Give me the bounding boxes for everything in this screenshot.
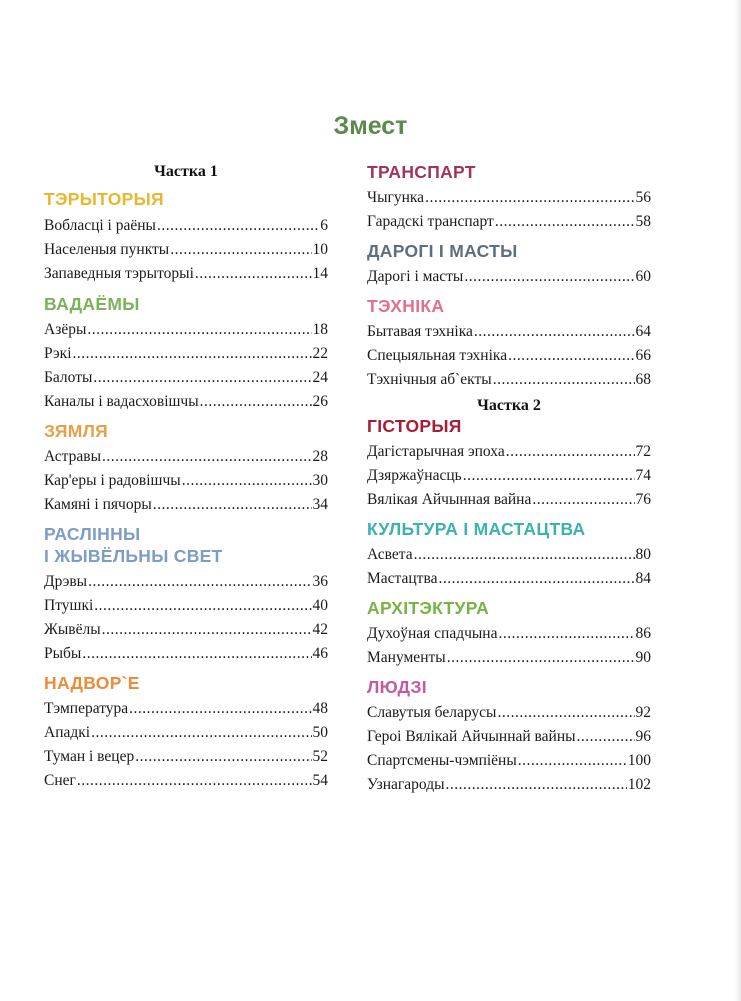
toc-entry[interactable] xyxy=(44,216,328,236)
toc-entry-label: Дрэвы xyxy=(44,573,88,590)
toc-entry-label: Узнагароды xyxy=(367,776,445,793)
section-heading-people: ЛЮДЗІ xyxy=(367,677,427,697)
toc-entry-label: Населеныя пункты xyxy=(44,241,170,258)
toc-entry[interactable] xyxy=(44,447,328,467)
toc-entry[interactable] xyxy=(44,747,328,767)
toc-entry-label: Дзяржаўнасць xyxy=(367,467,462,484)
toc-entry[interactable] xyxy=(367,648,651,668)
toc-entry[interactable] xyxy=(367,442,651,462)
toc-entry[interactable] xyxy=(367,466,651,486)
toc-entry-page: 30 xyxy=(312,472,328,489)
toc-entry-page: 60 xyxy=(635,268,651,285)
toc-entry-label: Астравы xyxy=(44,448,102,465)
toc-entry[interactable] xyxy=(367,624,651,644)
toc-entry-label: Запаведныя тэрыторыі xyxy=(44,265,194,282)
toc-entry-label: Асвета xyxy=(367,546,413,563)
dot-leader xyxy=(499,624,635,644)
section-heading-plants-line2: І ЖЫВЁЛЬНЫ СВЕТ xyxy=(44,546,223,566)
toc-entry-label: Азёры xyxy=(44,321,87,338)
toc-entry[interactable] xyxy=(367,545,651,565)
dot-leader xyxy=(102,447,311,467)
dot-leader xyxy=(506,442,635,462)
toc-entry-label: Балоты xyxy=(44,369,93,386)
dot-leader xyxy=(77,771,312,791)
toc-entry-label: Тэмпература xyxy=(44,700,129,717)
toc-entry[interactable] xyxy=(367,346,651,366)
toc-entry-label: Спецыяльная тэхніка xyxy=(367,347,508,364)
toc-entry[interactable] xyxy=(367,370,651,390)
toc-entry-label: Рыбы xyxy=(44,645,82,662)
toc-entry-label: Тэхнічныя аб`екты xyxy=(367,371,492,388)
toc-entry-label: Мастацтва xyxy=(367,570,438,587)
section-heading-history: ГІСТОРЫЯ xyxy=(367,416,462,436)
dot-leader xyxy=(129,699,311,719)
toc-entry[interactable] xyxy=(44,644,328,664)
dot-leader xyxy=(157,216,319,236)
toc-entry-page: 66 xyxy=(635,347,651,364)
dot-leader xyxy=(495,212,635,232)
toc-entry-label: Туман і вецер xyxy=(44,748,135,765)
page-edge-shadow xyxy=(735,0,741,1001)
toc-entry-page: 92 xyxy=(635,704,651,721)
dot-leader xyxy=(91,723,311,743)
section-heading-land: ЗЯМЛЯ xyxy=(44,421,109,441)
toc-entry-page: 68 xyxy=(635,371,651,388)
dot-leader xyxy=(88,572,311,592)
dot-leader xyxy=(414,545,635,565)
toc-entry-page: 96 xyxy=(635,728,651,745)
toc-entry-page: 6 xyxy=(320,217,328,234)
section-heading-architecture: АРХІТЭКТУРА xyxy=(367,598,490,618)
dot-leader xyxy=(182,471,312,491)
toc-entry[interactable] xyxy=(44,723,328,743)
toc-entry-label: Птушкі xyxy=(44,597,94,614)
dot-leader xyxy=(195,264,312,284)
toc-entry[interactable] xyxy=(44,264,328,284)
toc-entry-label: Каналы і вадасховішчы xyxy=(44,393,199,410)
toc-entry[interactable] xyxy=(44,495,328,515)
dot-leader xyxy=(446,775,627,795)
toc-entry-page: 76 xyxy=(635,491,651,508)
toc-entry[interactable] xyxy=(44,596,328,616)
toc-entry[interactable] xyxy=(44,699,328,719)
toc-entry-label: Гарадскі транспарт xyxy=(367,213,494,230)
toc-entry-page: 56 xyxy=(635,189,651,206)
toc-entry[interactable] xyxy=(367,569,651,589)
part-2-label: Частка 2 xyxy=(477,397,541,414)
toc-entry[interactable] xyxy=(367,703,651,723)
dot-leader xyxy=(493,370,635,390)
section-heading-plants-line1: РАСЛІННЫ xyxy=(44,524,141,544)
toc-entry-page: 22 xyxy=(312,345,328,362)
dot-leader xyxy=(135,747,311,767)
dot-leader xyxy=(508,346,634,366)
toc-entry-label: Вобласці і раёны xyxy=(44,217,156,234)
toc-entry-page: 24 xyxy=(312,369,328,386)
toc-entry-page: 74 xyxy=(635,467,651,484)
toc-entry[interactable] xyxy=(44,572,328,592)
toc-entry-label: Жывёлы xyxy=(44,621,101,638)
toc-entry[interactable] xyxy=(44,368,328,388)
dot-leader xyxy=(87,320,311,340)
toc-entry-label: Чыгунка xyxy=(367,189,425,206)
dot-leader xyxy=(447,648,635,668)
toc-entry[interactable] xyxy=(44,320,328,340)
toc-entry-page: 72 xyxy=(635,443,651,460)
toc-entry-label: Камяні і пячоры xyxy=(44,496,152,513)
toc-entry[interactable] xyxy=(44,471,328,491)
toc-entry-label: Бытавая тэхніка xyxy=(367,323,473,340)
toc-entry-page: 42 xyxy=(312,621,328,638)
toc-entry[interactable] xyxy=(44,240,328,260)
dot-leader xyxy=(82,644,311,664)
toc-entry-page: 64 xyxy=(635,323,651,340)
toc-entry-label: Духоўная спадчына xyxy=(367,625,498,642)
dot-leader xyxy=(73,344,312,364)
section-heading-tech: ТЭХНІКА xyxy=(367,296,445,316)
toc-entry-page: 34 xyxy=(312,496,328,513)
dot-leader xyxy=(102,620,312,640)
dot-leader xyxy=(200,392,312,412)
toc-entry-label: Дарогі і масты xyxy=(367,268,464,285)
toc-entry-label: Рэкі xyxy=(44,345,72,362)
toc-entry[interactable] xyxy=(367,775,651,795)
toc-entry-page: 100 xyxy=(627,752,651,769)
toc-entry-page: 36 xyxy=(312,573,328,590)
section-heading-roads: ДАРОГІ І МАСТЫ xyxy=(367,241,518,261)
toc-entry-label: Вялікая Айчынная вайна xyxy=(367,491,532,508)
toc-entry-page: 84 xyxy=(635,570,651,587)
dot-leader xyxy=(518,751,627,771)
dot-leader xyxy=(94,596,311,616)
section-heading-weather: НАДВОР`Е xyxy=(44,673,140,693)
toc-entry-page: 28 xyxy=(312,448,328,465)
toc-entry[interactable] xyxy=(367,212,651,232)
dot-leader xyxy=(474,322,635,342)
toc-entry-page: 80 xyxy=(635,546,651,563)
toc-entry-page: 48 xyxy=(312,700,328,717)
toc-entry-page: 10 xyxy=(312,241,328,258)
dot-leader xyxy=(532,490,634,510)
dot-leader xyxy=(497,703,634,723)
toc-entry-page: 54 xyxy=(312,772,328,789)
dot-leader xyxy=(170,240,311,260)
toc-entry-label: Манументы xyxy=(367,649,446,666)
toc-entry[interactable] xyxy=(367,751,651,771)
toc-entry[interactable] xyxy=(44,771,328,791)
toc-entry-page: 14 xyxy=(312,265,328,282)
dot-leader xyxy=(93,368,311,388)
section-heading-water: ВАДАЁМЫ xyxy=(44,294,140,314)
section-heading-transport: ТРАНСПАРТ xyxy=(367,162,476,182)
toc-entry-page: 86 xyxy=(635,625,651,642)
toc-entry-page: 50 xyxy=(312,724,328,741)
toc-entry[interactable] xyxy=(44,344,328,364)
toc-entry[interactable] xyxy=(44,620,328,640)
toc-entry-label: Славутыя беларусы xyxy=(367,704,497,721)
toc-entry-page: 40 xyxy=(312,597,328,614)
toc-entry-page: 52 xyxy=(312,748,328,765)
toc-entry-page: 102 xyxy=(627,776,651,793)
toc-entry[interactable] xyxy=(367,322,651,342)
dot-leader xyxy=(463,466,635,486)
toc-entry[interactable] xyxy=(367,490,651,510)
toc-entry-label: Кар'еры і радовішчы xyxy=(44,472,181,489)
dot-leader xyxy=(464,267,634,287)
toc-entry[interactable] xyxy=(44,392,328,412)
toc-entry[interactable] xyxy=(367,267,651,287)
toc-entry-label: Героі Вялікай Айчыннай вайны xyxy=(367,728,576,745)
toc-entry-page: 58 xyxy=(635,213,651,230)
toc-entry-label: Спартсмены-чэмпіёны xyxy=(367,752,517,769)
toc-entry-page: 26 xyxy=(312,393,328,410)
section-heading-territory: ТЭРЫТОРЫЯ xyxy=(44,189,164,209)
dot-leader xyxy=(577,727,635,747)
toc-entry-label: Снег xyxy=(44,772,76,789)
toc-entry-page: 18 xyxy=(312,321,328,338)
dot-leader xyxy=(153,495,312,515)
toc-entry-page: 90 xyxy=(635,649,651,666)
toc-entry-label: Дагістарычная эпоха xyxy=(367,443,505,460)
toc-entry-label: Ападкі xyxy=(44,724,91,741)
section-heading-culture: КУЛЬТУРА І МАСТАЦТВА xyxy=(367,519,586,539)
toc-entry[interactable] xyxy=(367,188,651,208)
page-title: Змест xyxy=(333,112,408,140)
part-1-label: Частка 1 xyxy=(154,163,218,180)
toc-entry[interactable] xyxy=(367,727,651,747)
dot-leader xyxy=(438,569,634,589)
toc-entry-page: 46 xyxy=(312,645,328,662)
dot-leader xyxy=(425,188,634,208)
